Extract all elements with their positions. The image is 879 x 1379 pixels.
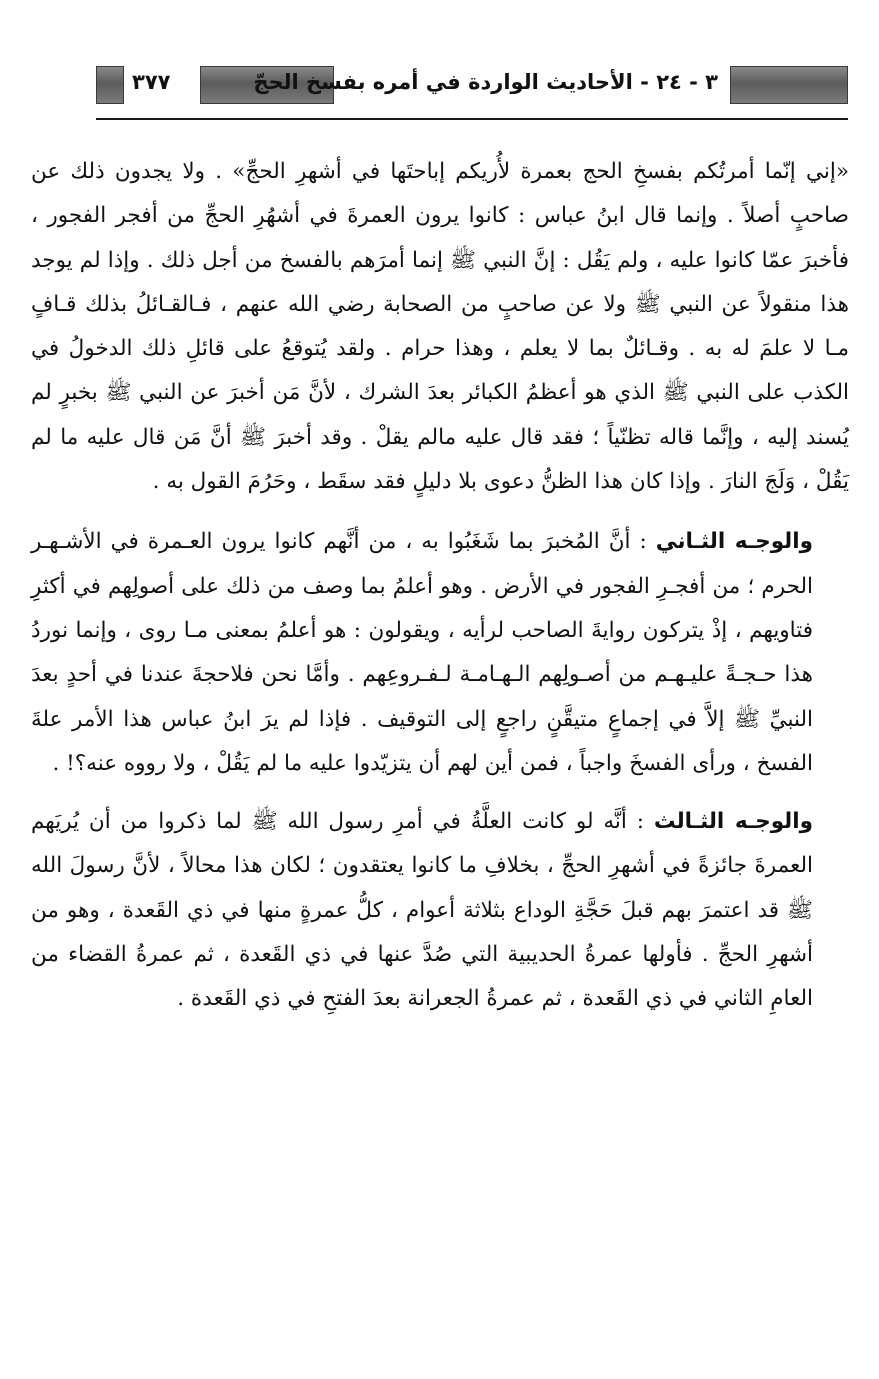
section-lead: والوجـه الثـاني [655, 529, 813, 555]
header-decoration [96, 66, 124, 104]
paragraph-text: : أنَّ المُخبرَ بما شَغَبُوا به ، من أنَّهم كانوا يرون العـمرة في الأشـهـر الحرم ؛ من أفجـرِ الفجور في الأرض . وهو أعلمُ بما وصف من ذلك على أصولِهم في أكثرِ فتاويهم ، إذْ يتركون روايةَ الصاحب لرأيه ، ويقولون : هو أعلمُ بمعنى مـا روى ، وإنما نوردُ هذا حـجـةً عليـهـم من أصـولِهم الـهـامـة لـفـروعِهم . وأمَّا نحن فلاحجةَ عندنا في أحدٍ بعدَ النبيِّ ﷺ إلاَّ في إجماعٍ متيقَّنٍ راجعٍ إلى التوقيف . فإذا لم يرَ ابنُ عباس هذا الأمر علةَ الفسخ ، ورأى الفسخَ واجباً ، فمن أين لهم أن يتزيّدوا عليه ما لم يَقُلْ ، ولا رووه عنه؟! . [31, 529, 813, 776]
paragraph-text: : أنَّه لو كانت العلَّةُ في أمرِ رسول الله ﷺ لما ذكروا من أن يُريَهم العمرةَ جائزةً في أشهرِ الحجِّ ، بخلافِ ما كانوا يعتقدون ؛ لكان هذا محالاً ، لأنَّ رسولَ الله ﷺ قد اعتمرَ بهم قبلَ حَجَّةِ الوداع بثلاثة أعوام ، كلُّ عمرةٍ منها في ذي القَعدة ، وهو من أشهرِ الحجِّ . فأولها عمرةُ الحديبية التي صُدَّ عنها في ذي القَعدة ، ثم عمرةُ القضاء من العامِ الثاني في ذي القَعدة ، ثم عمرةُ الجعرانة بعدَ الفتحِ في ذي القَعدة . [31, 809, 813, 1012]
page-number: ٣٧٧ [132, 70, 171, 94]
paragraph: «إني إنّما أمرتُكم بفسخِ الحج بعمرة لأُريكم إباحتَها في أشهرِ الحجِّ» . ولا يجدون ذلك عن صاحبٍ أصلاً . وإنما قال ابنُ عباس : كانوا يرون العمرةَ في أشهُرِ الحجِّ من أفجر الفجور ، فأخبرَ عمّا كانوا عليه ، ولم يَقُل : إنَّ النبي ﷺ إنما أمرَهم بالفسخ من أجل ذلك . وإذا لم يوجد هذا منقولاً عن النبي ﷺ ولا عن صاحبٍ من الصحابة رضي الله عنهم ، فـالقـائلُ بذلك قـافٍ مـا لا علمَ له به . وقـائلٌ بما لا يعلم ، وهذا حرام . ولقد يُتوقعُ على قائلِ ذلك الدخولُ في الكذب على النبي ﷺ الذي هو أعظمُ الكبائر بعدَ الشرك ، لأنَّ مَن أخبرَ عن النبي ﷺ بخبرٍ لم يُسند إليه ، وإنَّما قاله تظنّياً ؛ فقد قال عليه مالم يقلْ . وقد أخبرَ ﷺ أنَّ مَن قال عليه ما لم يَقُلْ ، وَلَجَ النارَ . وإذا كان هذا الظنُّ دعوى بلا دليلٍ فقد سقَط ، وحَرُمَ القول به . [31, 159, 849, 495]
page-body [31, 150, 849, 1022]
paragraph [31, 800, 849, 1021]
chapter-title: ٣ - ٢٤ - الأحاديث الواردة في أمره بفسخ الحجّ [253, 70, 718, 94]
paragraph [31, 520, 849, 786]
section-lead: والوجـه الثـالث [653, 809, 813, 835]
running-header [96, 62, 848, 106]
header-decoration [730, 66, 848, 104]
header-divider [96, 118, 848, 120]
